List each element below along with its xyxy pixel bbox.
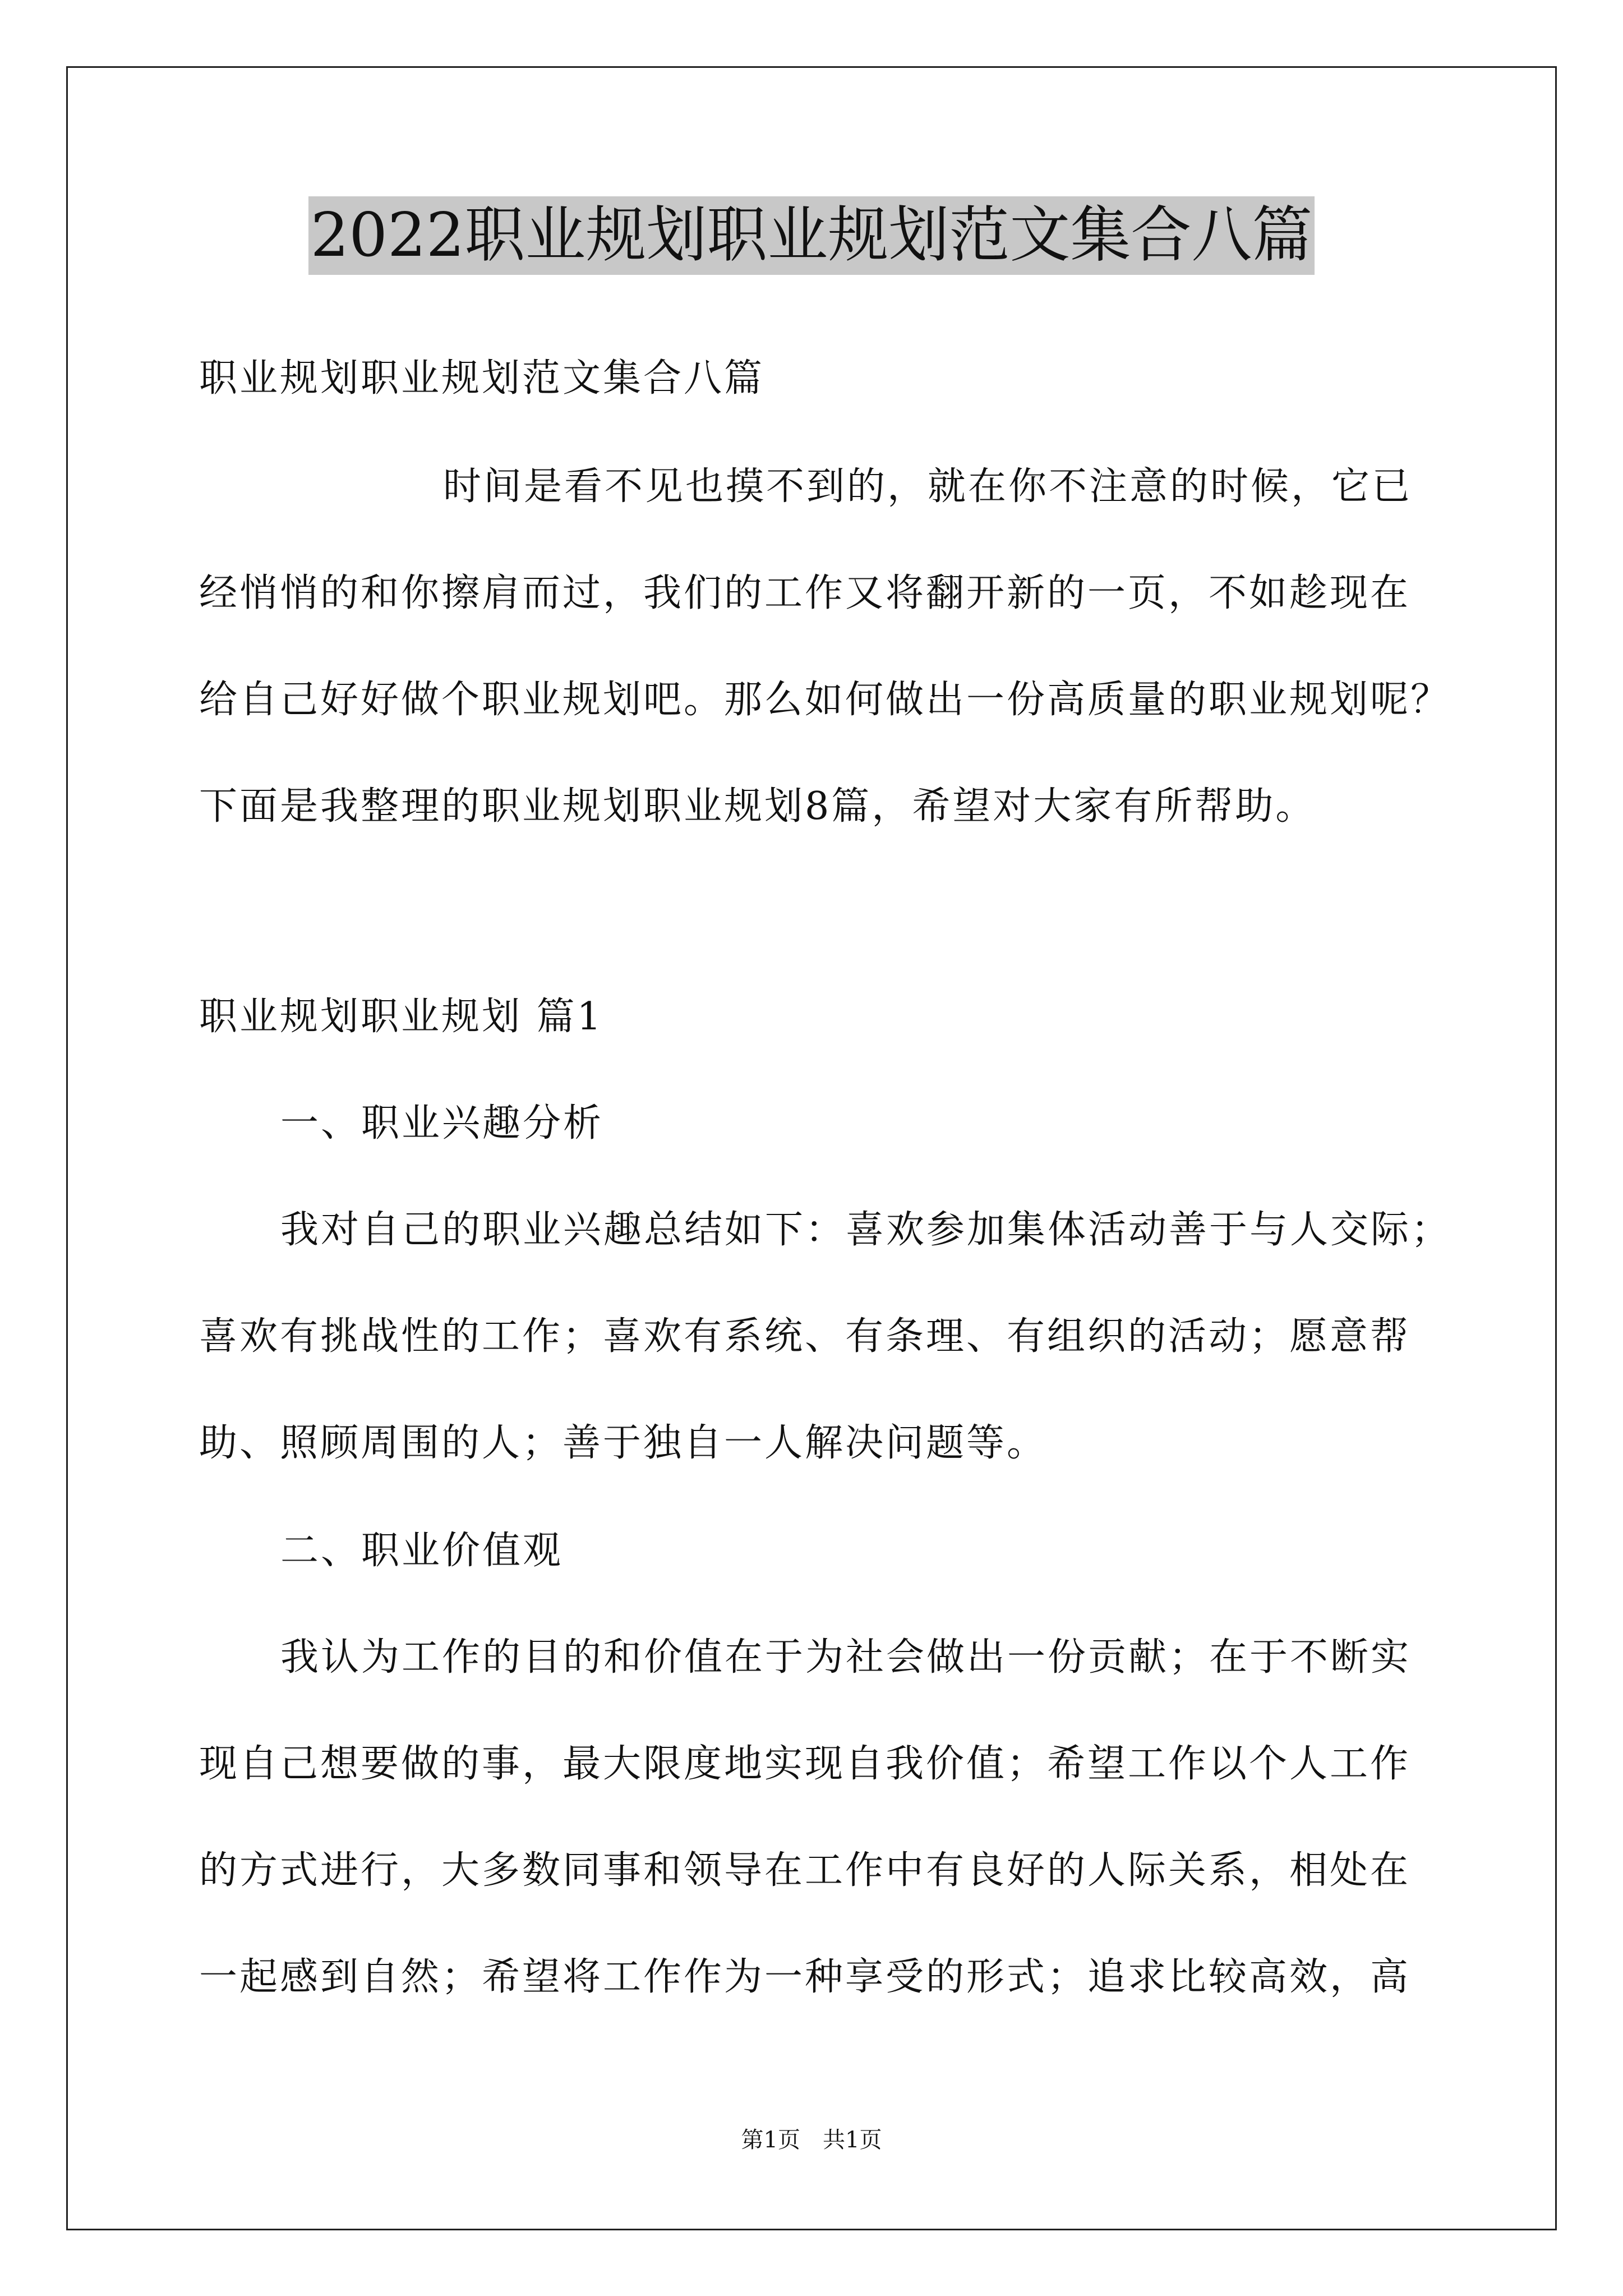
intro-line-3: 给自己好好做个职业规划吧。那么如何做出一份高质量的职业规划呢？ [199, 678, 1451, 722]
document-title: 2022职业规划职业规划范文集合八篇 [308, 196, 1315, 275]
document-subtitle: 职业规划职业规划范文集合八篇 [199, 356, 765, 401]
paragraph-2-line-4: 一起感到自然；希望将工作作为一种享受的形式；追求比较高效，高 [199, 1955, 1411, 1999]
paragraph-1-line-3: 助、照顾周围的人；善于独自一人解决问题等。 [199, 1421, 1048, 1465]
heading-career-interest: 一、职业兴趣分析 [280, 1101, 604, 1145]
heading-career-values: 二、职业价值观 [280, 1529, 564, 1573]
intro-line-1: 时间是看不见也摸不到的，就在你不注意的时候，它已 [443, 464, 1413, 509]
paragraph-2-line-1: 我认为工作的目的和价值在于为社会做出一份贡献；在于不断实 [280, 1635, 1412, 1680]
paragraph-1-line-1: 我对自己的职业兴趣总结如下：喜欢参加集体活动善于与人交际； [280, 1208, 1452, 1252]
paragraph-1-line-2: 喜欢有挑战性的工作；喜欢有系统、有条理、有组织的活动；愿意帮 [199, 1314, 1411, 1359]
intro-line-4: 下面是我整理的职业规划职业规划8篇，希望对大家有所帮助。 [199, 784, 1316, 829]
section-heading: 职业规划职业规划 篇1 [199, 995, 603, 1039]
title-container [0, 196, 1623, 275]
paragraph-2-line-3: 的方式进行，大多数同事和领导在工作中有良好的人际关系，相处在 [199, 1848, 1411, 1893]
page-footer: 第1页 共1页 [741, 2127, 882, 2153]
intro-line-2: 经悄悄的和你擦肩而过，我们的工作又将翻开新的一页，不如趁现在 [199, 571, 1411, 615]
paragraph-2-line-2: 现自己想要做的事，最大限度地实现自我价值；希望工作以个人工作 [199, 1742, 1411, 1786]
